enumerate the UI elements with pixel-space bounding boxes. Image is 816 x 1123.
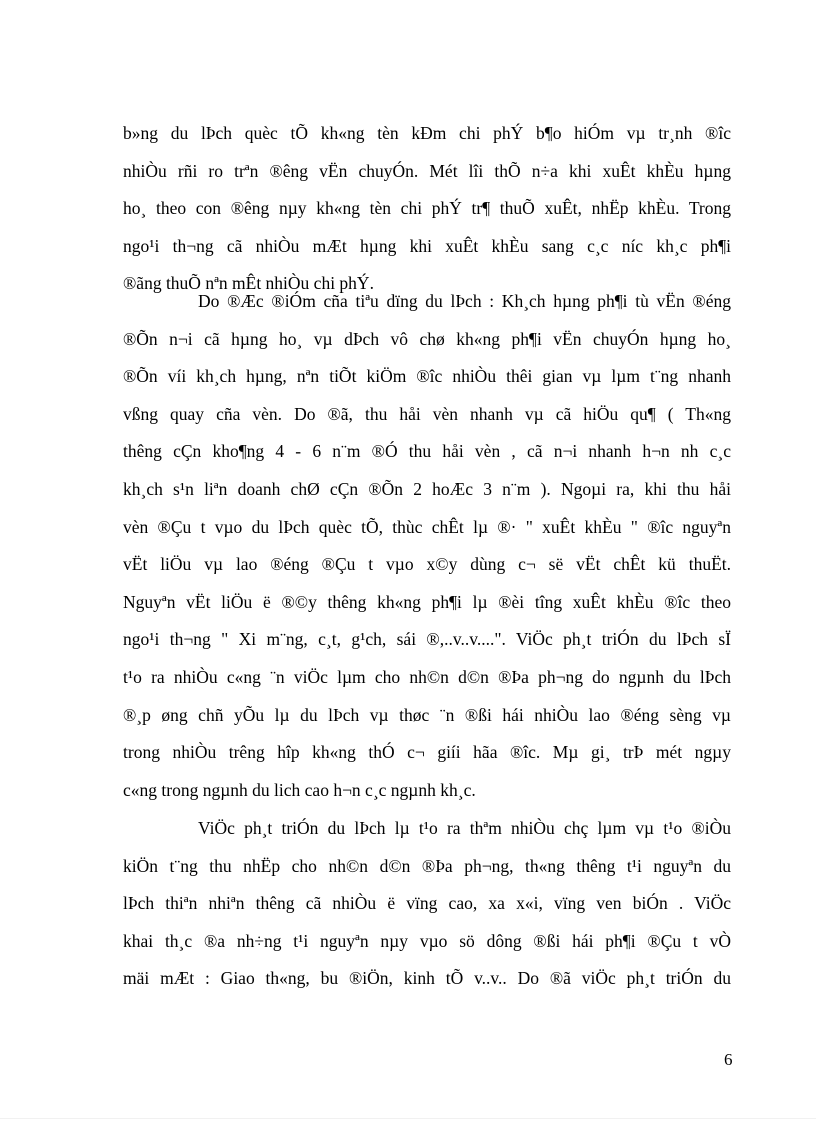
text-line: ho¸ theo con ®êng nµy kh«ng tèn chi phÝ tr¶ thuÕ xuÊt, nhËp khÈu. Trong [123,198,731,219]
page-bottom-edge [0,1118,816,1119]
text-line: b»ng du lÞch quèc tÕ kh«ng tèn kÐm chi phÝ b¶o hiÓm vµ tr¸nh ®îc [123,123,731,143]
text-line: Nguyªn vËt liÖu ë ®©y thêng kh«ng ph¶i lµ ®èi tîng xuÊt khÈu ®îc theo [123,591,731,612]
text-line: ®ãng thuÕ nªn mÊt nhiÒu chi phÝ. [123,273,374,294]
text-line: trong nhiÒu trêng hîp kh«ng thÓ c¬ giíi hãa ®îc. Mµ gi¸ trÞ mét ngµy [123,742,731,763]
text-line: vèn ®Çu t vµo du lÞch quèc tÕ, thùc chÊt lµ ®· " xuÊt khÈu " ®îc nguyªn [123,516,731,537]
text-line: thêng cÇn kho¶ng 4 - 6 n¨m ®Ó thu håi vèn , cã n¬i nhanh h¬n nh c¸c [123,441,731,462]
paragraph-1 [123,115,731,303]
text-line: vßng quay cña vèn. Do ®ã, thu håi vèn nhanh vµ cã hiÖu qu¶ ( Th«ng [123,403,731,424]
paragraph-3 [123,810,731,998]
page-number: 6 [724,1050,733,1069]
text-line: ngo¹i th¬ng " Xi m¨ng, c¸t, g¹ch, sái ®,..v..v....". ViÖc ph¸t triÓn du lÞch sÏ [123,629,731,650]
text-line: lÞch thiªn nhiªn thêng cã nhiÒu ë vïng cao, xa x«i, vïng ven biÓn . ViÖc [123,893,731,914]
text-line: kh¸ch s¹n liªn doanh chØ cÇn ®Õn 2 hoÆc 3 n¨m ). Ngoµi ra, khi thu håi [123,478,731,499]
text-line: ®¸p øng chñ yÕu lµ du lÞch vµ thøc ¨n ®ßi hái nhiÒu lao ®éng sèng vµ [123,704,731,725]
text-line: vËt liÖu vµ lao ®éng ®Çu t vµo x©y dùng c¬ së vËt chÊt kü thuËt. [123,554,731,575]
text-line: t¹o ra nhiÒu c«ng ¨n viÖc lµm cho nh©n d©n ®Þa ph¬ng do ngµnh du lÞch [123,666,731,687]
text-line: ®Õn n¬i cã hµng ho¸ vµ dÞch vô chø kh«ng ph¶i vËn chuyÓn hµng ho¸ [123,328,731,349]
text-line: ®Õn víi kh¸ch hµng, nªn tiÕt kiÖm ®îc nhiÒu thêi gian vµ lµm t¨ng nhanh [123,366,731,387]
paragraph-2 [123,283,731,809]
text-line: khai th¸c ®a nh÷ng t¹i nguyªn nµy vµo sö dông ®ßi hái ph¶i ®Çu t vÒ [123,930,731,951]
text-line: ngo¹i th¬ng cã nhiÒu mÆt hµng khi xuÊt khÈu sang c¸c níc kh¸c ph¶i [123,235,731,256]
text-line: mäi mÆt : Giao th«ng, bu ®iÖn, kinh tÕ v..v.. Do ®ã viÖc ph¸t triÓn du [123,968,731,989]
text-line: nhiÒu rñi ro trªn ®êng vËn chuyÓn. Mét lîi thÕ n÷a khi xuÊt khÈu hµng [123,160,731,181]
text-line-indented: Do ®Æc ®iÓm cña tiªu dïng du lÞch : Kh¸ch hµng ph¶i tù vËn ®éng [198,291,731,311]
text-line: c«ng trong ngµnh du lich cao h¬n c¸c ngµnh kh¸c. [123,779,476,800]
text-line: kiÖn t¨ng thu nhËp cho nh©n d©n ®Þa ph¬ng, th«ng thêng t¹i nguyªn du [123,855,731,876]
text-line-indented: ViÖc ph¸t triÓn du lÞch lµ t¹o ra thªm nhiÒu chç lµm vµ t¹o ®iÒu [198,818,731,838]
